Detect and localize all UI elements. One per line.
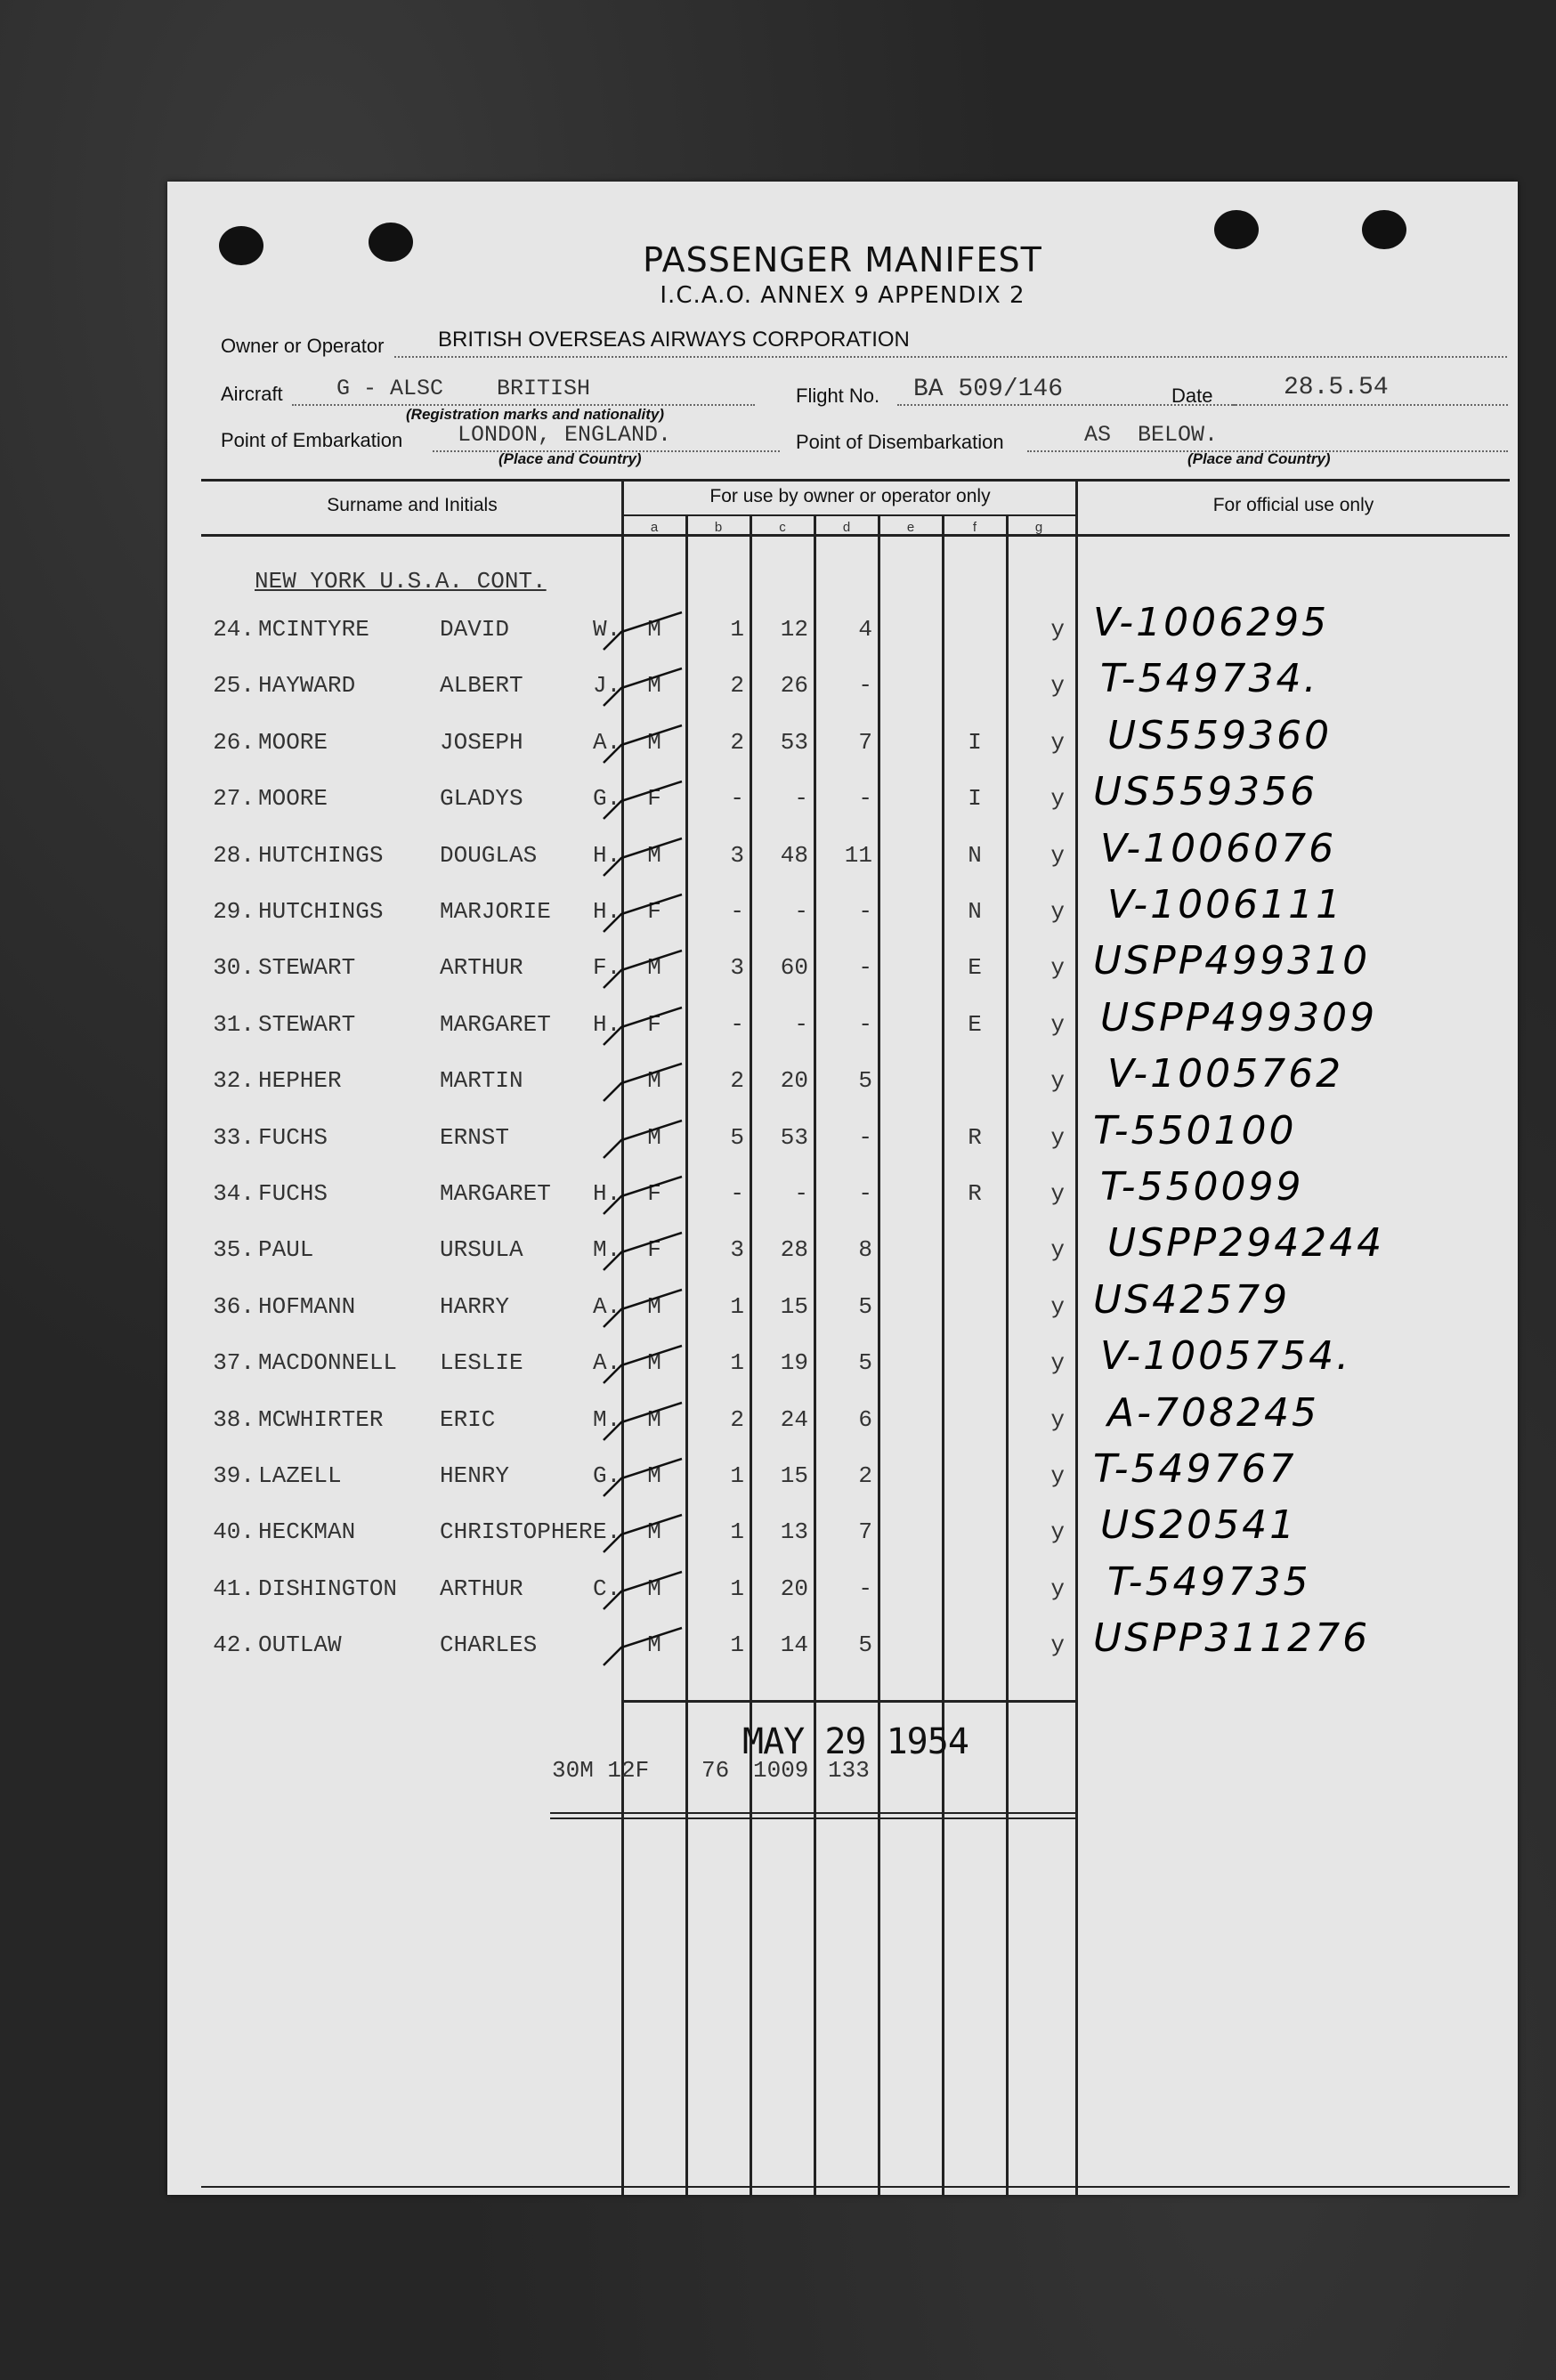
col-b-value: 1	[730, 616, 744, 643]
col-d-value: 6	[858, 1405, 872, 1433]
col-f-value: E	[968, 1010, 982, 1038]
passenger-first-name: ALBERT	[440, 672, 523, 700]
passenger-surname: HAYWARD	[258, 672, 356, 700]
passenger-first-name: DAVID	[440, 616, 510, 643]
table-row	[167, 1389, 1518, 1451]
col-c-value: 15	[780, 1292, 808, 1320]
col-d-value: 5	[858, 1349, 872, 1377]
col-b-value: 3	[730, 841, 744, 869]
passenger-initial: J.	[593, 672, 621, 700]
official-handwritten-number: V-1006076	[1100, 825, 1337, 871]
col-a-sex: M	[647, 728, 661, 756]
col-g-value: y	[1050, 1405, 1065, 1433]
check-mark-icon	[602, 1342, 691, 1387]
passenger-surname: PAUL	[258, 1236, 314, 1264]
page-bottom-rule	[201, 2186, 1510, 2188]
col-d-value: 7	[858, 1518, 872, 1546]
official-handwritten-number: V-1005762	[1107, 1051, 1344, 1097]
passenger-initial: W.	[593, 616, 621, 643]
col-g-value: y	[1050, 954, 1065, 982]
col-g-value: y	[1050, 1010, 1065, 1038]
check-mark-icon	[602, 1399, 691, 1444]
col-b-value: -	[730, 785, 744, 813]
col-g-value: y	[1050, 1518, 1065, 1546]
col-g-value: y	[1050, 672, 1065, 700]
col-f-value: I	[968, 785, 982, 813]
table-top-rule	[201, 479, 1510, 482]
passenger-first-name: URSULA	[440, 1236, 523, 1264]
passenger-number: 28.	[213, 841, 255, 869]
passenger-first-name: ERIC	[440, 1405, 496, 1433]
col-a-sex: M	[647, 841, 661, 869]
col-g-value: y	[1050, 1236, 1065, 1264]
check-mark-icon	[602, 1455, 691, 1500]
passenger-first-name: CHRISTOPHER	[440, 1518, 593, 1546]
table-row	[167, 1220, 1518, 1281]
official-handwritten-number: USPP311276	[1093, 1615, 1371, 1662]
passenger-surname: MCWHIRTER	[258, 1405, 384, 1433]
official-handwritten-number: T-550100	[1093, 1107, 1297, 1154]
passenger-first-name: CHARLES	[440, 1631, 538, 1659]
table-row	[167, 656, 1518, 716]
col-a-sex: M	[647, 1292, 661, 1320]
date-line	[1232, 404, 1508, 406]
col-g-value: y	[1050, 1180, 1065, 1207]
col-c-value: -	[794, 898, 808, 925]
total-c: 1009	[753, 1757, 809, 1784]
date-label: Date	[1171, 385, 1213, 407]
passenger-surname: HOFMANN	[258, 1292, 356, 1320]
col-b-value: 2	[730, 1405, 744, 1433]
table-row	[167, 994, 1518, 1056]
col-b-value: 1	[730, 1575, 744, 1602]
col-d-value: 8	[858, 1236, 872, 1264]
passenger-surname: HECKMAN	[258, 1518, 356, 1546]
date-value: 28.5.54	[1284, 374, 1389, 401]
col-g-value: y	[1050, 728, 1065, 756]
col-b-value: 3	[730, 1236, 744, 1264]
passenger-initial: H.	[593, 1010, 621, 1038]
col-d-value: -	[858, 785, 872, 813]
col-c-value: 20	[780, 1575, 808, 1602]
passenger-first-name: DOUGLAS	[440, 841, 538, 869]
col-c-value: 48	[780, 841, 808, 869]
col-d-value: -	[858, 1123, 872, 1151]
col-letter-e: e	[906, 520, 915, 535]
passenger-first-name: MARGARET	[440, 1010, 551, 1038]
subheader-rule	[623, 514, 1077, 516]
col-d-value: 7	[858, 728, 872, 756]
col-c-value: 26	[780, 672, 808, 700]
col-d-value: 11	[844, 841, 872, 869]
official-handwritten-number: US42579	[1093, 1276, 1291, 1323]
embark-value: LONDON, ENGLAND.	[458, 422, 672, 448]
col-f-value: N	[968, 841, 982, 869]
col-d-value: -	[858, 898, 872, 925]
passenger-initial: E.	[593, 1518, 621, 1546]
passenger-number: 39.	[213, 1462, 255, 1489]
col-c-value: 13	[780, 1518, 808, 1546]
table-row	[167, 1107, 1518, 1169]
col-g-value: y	[1050, 1349, 1065, 1377]
check-mark-icon	[602, 1173, 691, 1218]
passenger-number: 40.	[213, 1518, 255, 1546]
passenger-initial: A.	[593, 1292, 621, 1320]
col-b-value: 5	[730, 1123, 744, 1151]
col-c-value: -	[794, 1010, 808, 1038]
col-b-value: 1	[730, 1462, 744, 1489]
passenger-first-name: JOSEPH	[440, 728, 523, 756]
check-mark-icon	[602, 1511, 691, 1556]
col-c-value: 12	[780, 616, 808, 643]
col-letter-f: f	[972, 520, 977, 535]
col-a-sex: M	[647, 1123, 661, 1151]
passenger-surname: HUTCHINGS	[258, 841, 384, 869]
table-row	[167, 882, 1518, 943]
col-d-value: -	[858, 672, 872, 700]
col-g-value: y	[1050, 1292, 1065, 1320]
col-letter-c: c	[779, 520, 786, 535]
passenger-surname: LAZELL	[258, 1462, 342, 1489]
check-mark-icon	[602, 1624, 691, 1669]
passenger-first-name: ERNST	[440, 1123, 510, 1151]
table-row	[167, 1558, 1518, 1620]
col-g-value: y	[1050, 1123, 1065, 1151]
official-handwritten-number: US559360	[1107, 712, 1333, 758]
col-c-value: 53	[780, 1123, 808, 1151]
passenger-surname: FUCHS	[258, 1123, 328, 1151]
passenger-first-name: HENRY	[440, 1462, 510, 1489]
col-d-value: -	[858, 1575, 872, 1602]
check-mark-icon	[602, 665, 691, 709]
flight-label: Flight No.	[796, 385, 880, 407]
passenger-number: 34.	[213, 1180, 255, 1207]
passenger-surname: MACDONNELL	[258, 1349, 398, 1377]
col-c-value: 20	[780, 1067, 808, 1095]
col-b-value: 2	[730, 672, 744, 700]
total-d: 133	[828, 1757, 870, 1784]
official-handwritten-number: V-1005754.	[1100, 1333, 1352, 1380]
col-surname-header: Surname and Initials	[327, 495, 498, 515]
col-a-sex: M	[647, 672, 661, 700]
official-handwritten-number: T-549735	[1107, 1558, 1311, 1605]
aircraft-note: (Registration marks and nationality)	[406, 406, 664, 423]
col-c-value: 24	[780, 1405, 808, 1433]
col-owner-header: For use by owner or operator only	[709, 486, 991, 506]
table-row	[167, 1502, 1518, 1563]
col-c-value: 53	[780, 728, 808, 756]
col-c-value: 14	[780, 1631, 808, 1659]
col-b-value: 3	[730, 954, 744, 982]
col-d-value: 5	[858, 1067, 872, 1095]
passenger-number: 31.	[213, 1010, 255, 1038]
check-mark-icon	[602, 947, 691, 992]
passenger-number: 33.	[213, 1123, 255, 1151]
col-g-value: y	[1050, 785, 1065, 813]
passenger-number: 36.	[213, 1292, 255, 1320]
col-letter-g: g	[1034, 520, 1043, 535]
col-g-value: y	[1050, 1575, 1065, 1602]
owner-value: BRITISH OVERSEAS AIRWAYS CORPORATION	[438, 328, 910, 352]
table-row	[167, 1446, 1518, 1507]
table-row	[167, 825, 1518, 886]
check-mark-icon	[602, 722, 691, 766]
passenger-number: 29.	[213, 898, 255, 925]
table-row	[167, 938, 1518, 999]
check-mark-icon	[602, 1004, 691, 1048]
check-mark-icon	[602, 1286, 691, 1331]
passenger-number: 32.	[213, 1067, 255, 1095]
passenger-initial: M.	[593, 1236, 621, 1264]
table-row	[167, 769, 1518, 830]
passenger-initial: M.	[593, 1405, 621, 1433]
passenger-surname: STEWART	[258, 954, 356, 982]
owner-label: Owner or Operator	[221, 335, 385, 357]
table-row	[167, 1276, 1518, 1338]
passenger-surname: MOORE	[258, 728, 328, 756]
col-c-value: 28	[780, 1236, 808, 1264]
passenger-number: 26.	[213, 728, 255, 756]
col-g-value: y	[1050, 898, 1065, 925]
passenger-surname: STEWART	[258, 1010, 356, 1038]
passenger-surname: HEPHER	[258, 1067, 342, 1095]
col-f-value: R	[968, 1180, 982, 1207]
col-a-sex: M	[647, 1462, 661, 1489]
col-f-value: R	[968, 1123, 982, 1151]
col-a-sex: M	[647, 1575, 661, 1602]
col-c-value: -	[794, 1180, 808, 1207]
passenger-number: 30.	[213, 954, 255, 982]
total-sex: 30M 12F	[552, 1757, 650, 1784]
col-b-value: -	[730, 1180, 744, 1207]
owner-line	[394, 356, 1507, 358]
col-d-value: -	[858, 1180, 872, 1207]
official-handwritten-number: US559356	[1093, 769, 1318, 815]
check-mark-icon	[602, 1117, 691, 1162]
col-b-value: 1	[730, 1292, 744, 1320]
col-d-value: -	[858, 954, 872, 982]
col-b-value: -	[730, 1010, 744, 1038]
passenger-initial: G.	[593, 785, 621, 813]
passenger-number: 27.	[213, 785, 255, 813]
col-b-value: 1	[730, 1518, 744, 1546]
col-g-value: y	[1050, 841, 1065, 869]
col-g-value: y	[1050, 1067, 1065, 1095]
passenger-initial: A.	[593, 728, 621, 756]
official-handwritten-number: USPP499310	[1093, 938, 1371, 984]
col-d-value: -	[858, 1010, 872, 1038]
col-a-sex: M	[647, 1405, 661, 1433]
col-letter-d: d	[842, 520, 851, 535]
passenger-number: 24.	[213, 616, 255, 643]
col-d-value: 5	[858, 1631, 872, 1659]
aircraft-value: G - ALSC BRITISH	[336, 376, 591, 401]
official-handwritten-number: T-549767	[1093, 1446, 1297, 1492]
col-official-header: For official use only	[1212, 495, 1374, 515]
col-a-sex: M	[647, 954, 661, 982]
passenger-number: 35.	[213, 1236, 255, 1264]
col-f-value: I	[968, 728, 982, 756]
check-mark-icon	[602, 778, 691, 822]
table-row	[167, 600, 1518, 660]
passenger-initial: F.	[593, 954, 621, 982]
col-b-value: -	[730, 898, 744, 925]
col-g-value: y	[1050, 1462, 1065, 1489]
passenger-first-name: MARTIN	[440, 1067, 523, 1095]
col-a-sex: M	[647, 1349, 661, 1377]
col-d-value: 4	[858, 616, 872, 643]
col-c-value: 60	[780, 954, 808, 982]
col-f-value: E	[968, 954, 982, 982]
col-b-value: 1	[730, 1631, 744, 1659]
manifest-page	[167, 182, 1518, 2195]
check-mark-icon	[602, 891, 691, 935]
rows-end-rule	[623, 1700, 1075, 1703]
check-mark-icon	[602, 1229, 691, 1274]
col-d-value: 5	[858, 1292, 872, 1320]
col-a-sex: F	[647, 785, 661, 813]
col-a-sex: F	[647, 898, 661, 925]
passenger-surname: FUCHS	[258, 1180, 328, 1207]
passenger-initial: A.	[593, 1349, 621, 1377]
official-handwritten-number: T-550099	[1100, 1164, 1304, 1210]
passenger-first-name: MARJORIE	[440, 898, 551, 925]
passenger-surname: MCINTYRE	[258, 616, 369, 643]
col-letter-b: b	[714, 520, 723, 535]
disembark-note: (Place and Country)	[1187, 450, 1331, 467]
col-a-sex: F	[647, 1180, 661, 1207]
manifest-title: PASSENGER MANIFEST	[643, 240, 1042, 279]
table-row	[167, 1164, 1518, 1225]
passenger-initial: H.	[593, 1180, 621, 1207]
check-mark-icon	[602, 1568, 691, 1613]
official-handwritten-number: US20541	[1100, 1502, 1298, 1549]
col-b-value: 2	[730, 1067, 744, 1095]
total-b: 76	[701, 1757, 730, 1784]
col-a-sex: F	[647, 1236, 661, 1264]
passenger-initial: G.	[593, 1462, 621, 1489]
passenger-initial: C.	[593, 1575, 621, 1602]
official-handwritten-number: T-549734.	[1100, 656, 1319, 702]
manifest-subtitle: I.C.A.O. ANNEX 9 APPENDIX 2	[660, 282, 1025, 309]
passenger-first-name: GLADYS	[440, 785, 523, 813]
official-handwritten-number: USPP294244	[1107, 1220, 1385, 1267]
check-mark-icon	[602, 835, 691, 879]
col-a-sex: M	[647, 1518, 661, 1546]
totals-rule	[550, 1812, 1075, 1814]
received-date-stamp: MAY 29 1954	[742, 1721, 968, 1762]
check-mark-icon	[602, 1060, 691, 1105]
col-c-value: 15	[780, 1462, 808, 1489]
official-handwritten-number: USPP499309	[1100, 994, 1378, 1040]
table-row	[167, 1051, 1518, 1112]
col-a-sex: M	[647, 1067, 661, 1095]
col-g-value: y	[1050, 1631, 1065, 1659]
col-b-value: 2	[730, 728, 744, 756]
embark-label: Point of Embarkation	[221, 429, 403, 451]
col-c-value: 19	[780, 1349, 808, 1377]
totals-rule	[550, 1817, 1075, 1819]
col-g-value: y	[1050, 616, 1065, 643]
table-row	[167, 1333, 1518, 1394]
table-row	[167, 712, 1518, 773]
col-f-value: N	[968, 898, 982, 925]
passenger-first-name: LESLIE	[440, 1349, 523, 1377]
passenger-first-name: HARRY	[440, 1292, 510, 1320]
aircraft-label: Aircraft	[221, 383, 283, 405]
passenger-initial: H.	[593, 841, 621, 869]
official-handwritten-number: V-1006295	[1093, 600, 1330, 645]
embark-note: (Place and Country)	[498, 450, 642, 467]
col-d-value: 2	[858, 1462, 872, 1489]
passenger-first-name: ARTHUR	[440, 1575, 523, 1602]
passenger-first-name: MARGARET	[440, 1180, 551, 1207]
passenger-number: 38.	[213, 1405, 255, 1433]
passenger-first-name: ARTHUR	[440, 954, 523, 982]
col-b-value: 1	[730, 1349, 744, 1377]
table-row	[167, 1615, 1518, 1676]
passenger-surname: DISHINGTON	[258, 1575, 398, 1602]
official-handwritten-number: A-708245	[1107, 1389, 1319, 1436]
col-a-sex: M	[647, 1631, 661, 1659]
passenger-surname: MOORE	[258, 785, 328, 813]
col-a-sex: F	[647, 1010, 661, 1038]
disembark-label: Point of Disembarkation	[796, 431, 1004, 453]
official-handwritten-number: V-1006111	[1107, 882, 1344, 927]
col-c-value: -	[794, 785, 808, 813]
passenger-number: 37.	[213, 1349, 255, 1377]
passenger-number: 42.	[213, 1631, 255, 1659]
col-a-sex: M	[647, 616, 661, 643]
passenger-surname: OUTLAW	[258, 1631, 342, 1659]
flight-value: BA 509/146	[913, 376, 1064, 403]
passenger-initial: H.	[593, 898, 621, 925]
check-mark-icon	[602, 609, 691, 653]
section-title: NEW YORK U.S.A. CONT.	[255, 568, 547, 595]
disembark-value: AS BELOW.	[1084, 422, 1219, 448]
passenger-number: 25.	[213, 672, 255, 700]
col-letter-a: a	[650, 520, 659, 535]
passenger-number: 41.	[213, 1575, 255, 1602]
passenger-surname: HUTCHINGS	[258, 898, 384, 925]
